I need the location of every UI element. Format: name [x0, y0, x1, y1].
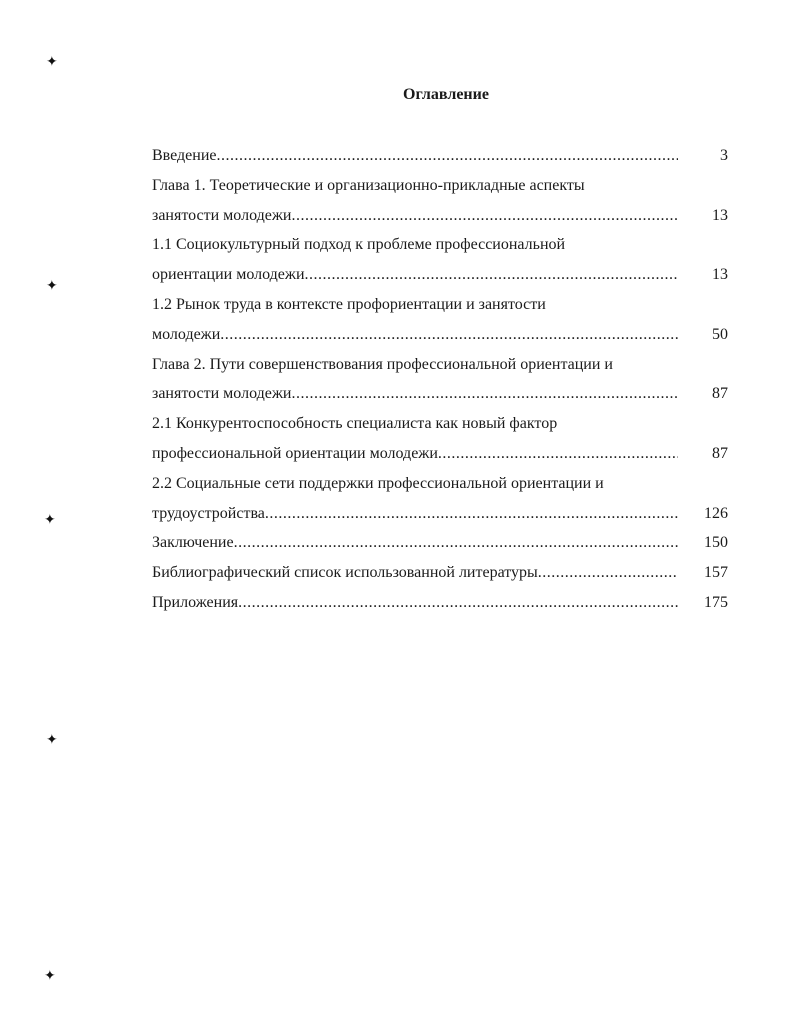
toc-page-number: 50	[712, 325, 728, 343]
toc-entry-text: 2.2 Социальные сети поддержки профессиональной ориентации и	[152, 474, 604, 492]
toc-page-number: 126	[704, 504, 728, 522]
scan-mark-icon: ✦	[46, 732, 58, 748]
toc-line	[152, 141, 728, 171]
scan-mark-icon: ✦	[46, 278, 58, 294]
toc-line	[152, 528, 728, 558]
dot-leader	[217, 141, 679, 171]
dot-leader	[538, 558, 678, 588]
dot-leader	[291, 379, 678, 409]
toc-entry-text: Приложения	[152, 593, 239, 611]
toc-page-number: 13	[712, 206, 728, 224]
toc-page-number: 87	[712, 385, 728, 403]
toc-entry-text: Заключение	[152, 534, 234, 552]
toc-line	[152, 499, 728, 529]
toc-page-number: 150	[704, 534, 728, 552]
toc-entry-text: профессиональной ориентации молодежи	[152, 444, 438, 462]
toc-entry-text: 1.2 Рынок труда в контексте профориентации и занятости	[152, 295, 546, 313]
dot-leader	[238, 588, 678, 618]
toc-line	[152, 558, 728, 588]
toc-line	[152, 201, 728, 231]
scan-mark-icon: ✦	[44, 968, 56, 984]
toc-entry-text: Глава 2. Пути совершенствования профессиональной ориентации и	[152, 355, 613, 373]
dot-leader	[220, 320, 678, 350]
dot-leader	[234, 528, 678, 558]
toc-entry-text: Библиографический список использованной литературы	[152, 564, 538, 582]
toc-entry-text: 1.1 Социокультурный подход к проблеме профессиональной	[152, 236, 566, 254]
toc-entry-text: занятости молодежи	[152, 385, 292, 403]
table-of-contents	[152, 141, 728, 618]
toc-line	[152, 439, 728, 469]
toc-line	[152, 171, 728, 201]
toc-entry-text: молодежи	[152, 325, 221, 343]
toc-page-number: 87	[712, 444, 728, 462]
toc-entry-text: ориентации молодежи	[152, 266, 305, 284]
toc-line	[152, 260, 728, 290]
toc-line	[152, 469, 728, 499]
toc-line	[152, 320, 728, 350]
toc-entry-text: занятости молодежи	[152, 206, 292, 224]
scan-mark-icon: ✦	[46, 54, 58, 70]
toc-entry-text: Глава 1. Теоретические и организационно-прикладные аспекты	[152, 176, 585, 194]
toc-entry-text: трудоустройства	[152, 504, 265, 522]
toc-entry-text: Введение	[152, 147, 217, 164]
toc-line	[152, 588, 728, 618]
scan-mark-icon: ✦	[44, 512, 56, 528]
dot-leader	[291, 201, 678, 231]
toc-entry-text: 2.1 Конкурентоспособность специалиста как новый фактор	[152, 415, 558, 433]
toc-line	[152, 350, 728, 380]
dot-leader	[438, 439, 678, 469]
toc-line	[152, 409, 728, 439]
toc-line	[152, 230, 728, 260]
page-title: Оглавление	[403, 86, 489, 103]
toc-line	[152, 290, 728, 320]
toc-page-number: 175	[704, 593, 728, 611]
toc-page-number: 3	[720, 147, 728, 164]
dot-leader	[305, 260, 679, 290]
toc-line	[152, 379, 728, 409]
dot-leader	[265, 499, 678, 529]
toc-page-number: 157	[704, 564, 728, 582]
toc-page-number: 13	[712, 266, 728, 284]
